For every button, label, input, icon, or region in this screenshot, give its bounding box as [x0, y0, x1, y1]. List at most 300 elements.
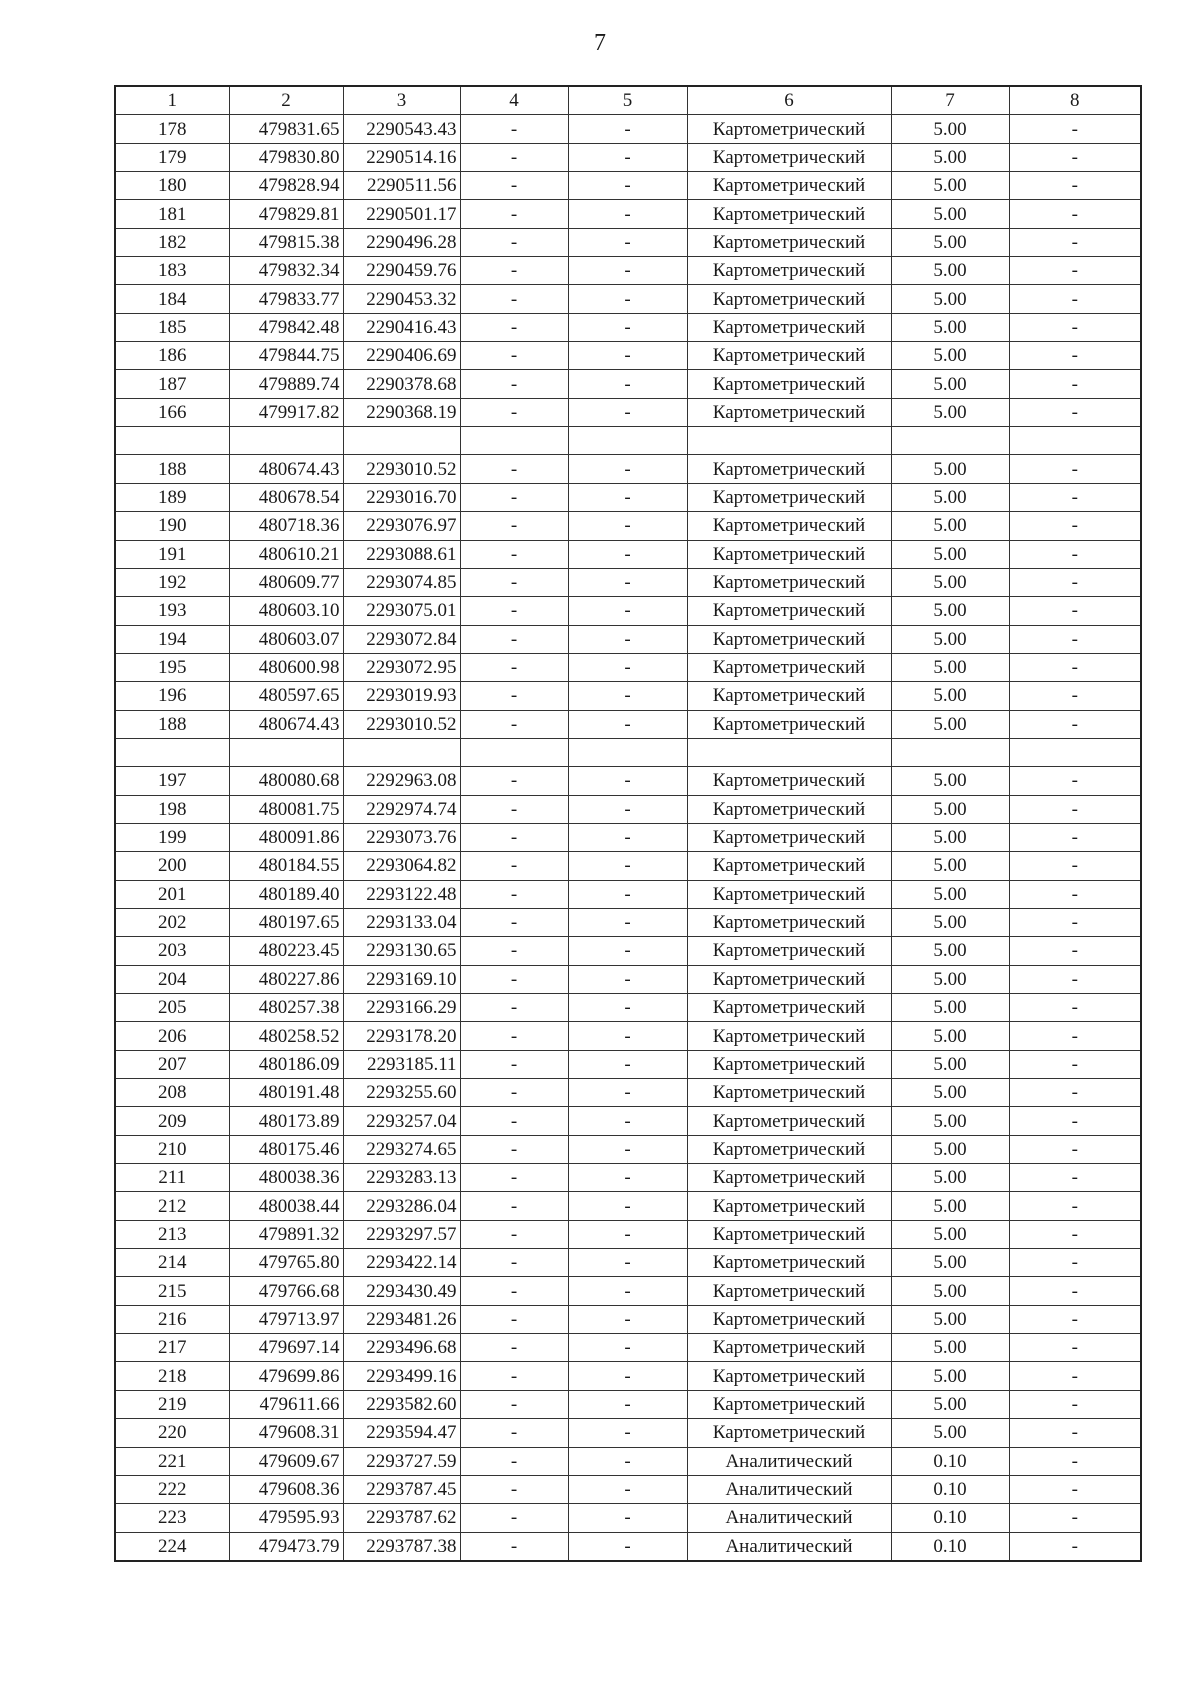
- cell-coord-y: 2293286.04: [343, 1192, 460, 1220]
- cell-col-5: -: [568, 1532, 687, 1561]
- cell-coord-y: 2293169.10: [343, 965, 460, 993]
- cell-col-5: -: [568, 1107, 687, 1135]
- cell-coord-y: 2293422.14: [343, 1249, 460, 1277]
- cell-coord-x: 479842.48: [229, 313, 343, 341]
- cell-coord-x: 479699.86: [229, 1362, 343, 1390]
- cell-coord-y: 2293130.65: [343, 937, 460, 965]
- table-row: [115, 540, 1141, 568]
- cell-col-5: -: [568, 965, 687, 993]
- cell-col-8: -: [1009, 1362, 1141, 1390]
- cell-col-4: -: [460, 143, 568, 171]
- cell-coord-y: 2293499.16: [343, 1362, 460, 1390]
- cell-point-number: 216: [115, 1305, 229, 1333]
- header-cell-3: 3: [343, 86, 460, 115]
- cell-col-8: [1009, 427, 1141, 455]
- cell-method: Картометрический: [687, 1022, 891, 1050]
- cell-method: Картометрический: [687, 1135, 891, 1163]
- cell-accuracy: 5.00: [891, 795, 1009, 823]
- cell-accuracy: 5.00: [891, 625, 1009, 653]
- cell-point-number: 166: [115, 398, 229, 426]
- cell-col-5: -: [568, 200, 687, 228]
- table-row: [115, 1532, 1141, 1561]
- cell-point-number: 217: [115, 1334, 229, 1362]
- cell-accuracy: [891, 738, 1009, 766]
- cell-col-5: -: [568, 710, 687, 738]
- cell-coord-y: 2290416.43: [343, 313, 460, 341]
- cell-accuracy: 5.00: [891, 1164, 1009, 1192]
- cell-point-number: 220: [115, 1419, 229, 1447]
- cell-coord-x: 479815.38: [229, 228, 343, 256]
- cell-col-5: -: [568, 228, 687, 256]
- cell-method: Картометрический: [687, 1390, 891, 1418]
- cell-col-5: -: [568, 143, 687, 171]
- cell-point-number: 223: [115, 1504, 229, 1532]
- header-cell-7: 7: [891, 86, 1009, 115]
- cell-col-8: -: [1009, 1447, 1141, 1475]
- cell-accuracy: 5.00: [891, 540, 1009, 568]
- cell-accuracy: 5.00: [891, 1022, 1009, 1050]
- table-row: [115, 455, 1141, 483]
- table-row: [115, 1079, 1141, 1107]
- table-row: [115, 1277, 1141, 1305]
- cell-method: Картометрический: [687, 1249, 891, 1277]
- cell-accuracy: 5.00: [891, 1079, 1009, 1107]
- cell-method: Картометрический: [687, 937, 891, 965]
- cell-coord-x: 480038.36: [229, 1164, 343, 1192]
- cell-coord-x: 479831.65: [229, 115, 343, 143]
- cell-accuracy: 5.00: [891, 710, 1009, 738]
- cell-col-4: -: [460, 540, 568, 568]
- cell-col-8: -: [1009, 512, 1141, 540]
- cell-col-8: -: [1009, 540, 1141, 568]
- cell-coord-x: 479829.81: [229, 200, 343, 228]
- cell-point-number: 218: [115, 1362, 229, 1390]
- cell-coord-x: 480081.75: [229, 795, 343, 823]
- cell-col-4: -: [460, 852, 568, 880]
- table-row: [115, 1419, 1141, 1447]
- cell-col-8: -: [1009, 1220, 1141, 1248]
- cell-coord-x: 479611.66: [229, 1390, 343, 1418]
- table-row: [115, 1135, 1141, 1163]
- cell-col-8: -: [1009, 1135, 1141, 1163]
- cell-coord-y: 2293072.95: [343, 653, 460, 681]
- cell-col-4: -: [460, 1220, 568, 1248]
- cell-col-5: -: [568, 568, 687, 596]
- cell-point-number: 178: [115, 115, 229, 143]
- cell-accuracy: 5.00: [891, 370, 1009, 398]
- table-row: [115, 1022, 1141, 1050]
- cell-col-5: -: [568, 1504, 687, 1532]
- table-row: [115, 795, 1141, 823]
- table-row: [115, 143, 1141, 171]
- cell-method: Картометрический: [687, 653, 891, 681]
- cell-accuracy: 5.00: [891, 1135, 1009, 1163]
- cell-point-number: 201: [115, 880, 229, 908]
- cell-coord-x: 479697.14: [229, 1334, 343, 1362]
- cell-coord-x: 480227.86: [229, 965, 343, 993]
- cell-method: Картометрический: [687, 1277, 891, 1305]
- cell-method: Картометрический: [687, 1220, 891, 1248]
- cell-col-8: -: [1009, 1079, 1141, 1107]
- cell-point-number: 198: [115, 795, 229, 823]
- cell-col-8: -: [1009, 1022, 1141, 1050]
- cell-col-8: -: [1009, 1192, 1141, 1220]
- cell-point-number: 205: [115, 994, 229, 1022]
- cell-point-number: [115, 427, 229, 455]
- cell-col-4: -: [460, 937, 568, 965]
- cell-coord-x: 480091.86: [229, 823, 343, 851]
- cell-point-number: 189: [115, 483, 229, 511]
- cell-col-5: -: [568, 908, 687, 936]
- cell-coord-x: 480184.55: [229, 852, 343, 880]
- cell-accuracy: 5.00: [891, 1334, 1009, 1362]
- cell-coord-y: 2290514.16: [343, 143, 460, 171]
- cell-col-5: [568, 427, 687, 455]
- cell-point-number: 179: [115, 143, 229, 171]
- cell-method: [687, 738, 891, 766]
- cell-point-number: 193: [115, 597, 229, 625]
- cell-accuracy: 5.00: [891, 512, 1009, 540]
- cell-coord-x: 480223.45: [229, 937, 343, 965]
- cell-coord-x: [229, 427, 343, 455]
- cell-coord-y: 2293787.45: [343, 1475, 460, 1503]
- cell-method: Картометрический: [687, 682, 891, 710]
- header-cell-2: 2: [229, 86, 343, 115]
- cell-point-number: 180: [115, 172, 229, 200]
- cell-col-4: -: [460, 682, 568, 710]
- cell-point-number: 207: [115, 1050, 229, 1078]
- table-row: [115, 1164, 1141, 1192]
- table-row: [115, 597, 1141, 625]
- cell-coord-y: 2293430.49: [343, 1277, 460, 1305]
- cell-point-number: 199: [115, 823, 229, 851]
- cell-col-5: -: [568, 172, 687, 200]
- cell-col-5: -: [568, 937, 687, 965]
- cell-method: Картометрический: [687, 994, 891, 1022]
- cell-coord-y: 2292963.08: [343, 767, 460, 795]
- cell-method: Картометрический: [687, 908, 891, 936]
- cell-coord-y: 2293185.11: [343, 1050, 460, 1078]
- cell-point-number: 192: [115, 568, 229, 596]
- cell-coord-y: 2293072.84: [343, 625, 460, 653]
- cell-point-number: 188: [115, 710, 229, 738]
- header-cell-4: 4: [460, 86, 568, 115]
- cell-point-number: 185: [115, 313, 229, 341]
- cell-col-5: -: [568, 625, 687, 653]
- cell-method: Картометрический: [687, 172, 891, 200]
- cell-coord-y: 2293088.61: [343, 540, 460, 568]
- cell-col-5: -: [568, 115, 687, 143]
- cell-accuracy: 5.00: [891, 1192, 1009, 1220]
- cell-col-5: -: [568, 455, 687, 483]
- cell-coord-x: 480603.07: [229, 625, 343, 653]
- cell-coord-y: 2293255.60: [343, 1079, 460, 1107]
- cell-coord-y: 2293064.82: [343, 852, 460, 880]
- cell-coord-y: 2293481.26: [343, 1305, 460, 1333]
- cell-col-4: -: [460, 1022, 568, 1050]
- table-row: [115, 937, 1141, 965]
- table-row: [115, 710, 1141, 738]
- cell-accuracy: 5.00: [891, 852, 1009, 880]
- cell-coord-y: 2293297.57: [343, 1220, 460, 1248]
- cell-method: Картометрический: [687, 767, 891, 795]
- cell-col-4: -: [460, 313, 568, 341]
- cell-coord-x: 480597.65: [229, 682, 343, 710]
- cell-accuracy: 0.10: [891, 1504, 1009, 1532]
- cell-coord-y: 2293787.38: [343, 1532, 460, 1561]
- cell-coord-y: 2290511.56: [343, 172, 460, 200]
- cell-coord-x: 479889.74: [229, 370, 343, 398]
- cell-col-4: -: [460, 455, 568, 483]
- cell-col-5: -: [568, 823, 687, 851]
- header-row: [115, 86, 1141, 115]
- cell-col-8: -: [1009, 1334, 1141, 1362]
- table-row: [115, 1249, 1141, 1277]
- cell-accuracy: 5.00: [891, 1220, 1009, 1248]
- cell-accuracy: [891, 427, 1009, 455]
- cell-coord-x: 480610.21: [229, 540, 343, 568]
- cell-col-4: -: [460, 1362, 568, 1390]
- cell-coord-y: 2293073.76: [343, 823, 460, 851]
- cell-coord-x: 479830.80: [229, 143, 343, 171]
- cell-point-number: 214: [115, 1249, 229, 1277]
- cell-col-4: -: [460, 965, 568, 993]
- cell-coord-y: 2293019.93: [343, 682, 460, 710]
- cell-col-8: -: [1009, 1305, 1141, 1333]
- cell-point-number: 181: [115, 200, 229, 228]
- cell-accuracy: 0.10: [891, 1532, 1009, 1561]
- cell-method: Картометрический: [687, 200, 891, 228]
- cell-accuracy: 5.00: [891, 257, 1009, 285]
- cell-col-5: -: [568, 880, 687, 908]
- cell-col-8: -: [1009, 625, 1141, 653]
- cell-col-5: -: [568, 370, 687, 398]
- cell-accuracy: 0.10: [891, 1475, 1009, 1503]
- cell-col-8: -: [1009, 908, 1141, 936]
- table-row: [115, 398, 1141, 426]
- cell-col-4: -: [460, 172, 568, 200]
- cell-method: Картометрический: [687, 1419, 891, 1447]
- table-header: [115, 86, 1141, 115]
- cell-accuracy: 5.00: [891, 937, 1009, 965]
- cell-coord-y: 2293727.59: [343, 1447, 460, 1475]
- cell-col-8: -: [1009, 1419, 1141, 1447]
- cell-col-8: -: [1009, 710, 1141, 738]
- cell-point-number: 184: [115, 285, 229, 313]
- cell-point-number: 209: [115, 1107, 229, 1135]
- table-row: [115, 370, 1141, 398]
- cell-accuracy: 5.00: [891, 228, 1009, 256]
- cell-col-8: -: [1009, 1107, 1141, 1135]
- cell-col-5: -: [568, 540, 687, 568]
- cell-col-4: -: [460, 1504, 568, 1532]
- cell-col-5: -: [568, 1220, 687, 1248]
- cell-col-8: -: [1009, 455, 1141, 483]
- cell-coord-y: 2292974.74: [343, 795, 460, 823]
- cell-col-4: -: [460, 767, 568, 795]
- cell-point-number: 203: [115, 937, 229, 965]
- cell-coord-x: 480173.89: [229, 1107, 343, 1135]
- header-cell-1: 1: [115, 86, 229, 115]
- cell-method: Картометрический: [687, 1334, 891, 1362]
- cell-point-number: 213: [115, 1220, 229, 1248]
- cell-coord-y: 2293178.20: [343, 1022, 460, 1050]
- cell-coord-y: 2293274.65: [343, 1135, 460, 1163]
- cell-method: Картометрический: [687, 342, 891, 370]
- table-row: [115, 823, 1141, 851]
- cell-accuracy: 5.00: [891, 398, 1009, 426]
- cell-coord-x: 479828.94: [229, 172, 343, 200]
- cell-method: Картометрический: [687, 1192, 891, 1220]
- cell-accuracy: 5.00: [891, 1305, 1009, 1333]
- table-row: [115, 1390, 1141, 1418]
- cell-coord-y: [343, 427, 460, 455]
- cell-point-number: 221: [115, 1447, 229, 1475]
- cell-coord-x: 480191.48: [229, 1079, 343, 1107]
- cell-col-4: -: [460, 710, 568, 738]
- cell-col-8: -: [1009, 1504, 1141, 1532]
- cell-point-number: 208: [115, 1079, 229, 1107]
- cell-coord-y: 2293496.68: [343, 1334, 460, 1362]
- table-row: [115, 1504, 1141, 1532]
- cell-col-5: -: [568, 1135, 687, 1163]
- cell-col-4: [460, 738, 568, 766]
- cell-point-number: 219: [115, 1390, 229, 1418]
- cell-col-8: -: [1009, 937, 1141, 965]
- cell-col-5: [568, 738, 687, 766]
- cell-point-number: 202: [115, 908, 229, 936]
- cell-col-8: -: [1009, 795, 1141, 823]
- cell-col-8: -: [1009, 1277, 1141, 1305]
- cell-method: Картометрический: [687, 143, 891, 171]
- cell-col-4: -: [460, 908, 568, 936]
- cell-accuracy: 5.00: [891, 1390, 1009, 1418]
- cell-col-4: -: [460, 1305, 568, 1333]
- cell-coord-x: 480197.65: [229, 908, 343, 936]
- cell-col-8: -: [1009, 568, 1141, 596]
- cell-col-8: -: [1009, 342, 1141, 370]
- cell-point-number: [115, 738, 229, 766]
- table-row: [115, 427, 1141, 455]
- cell-col-5: -: [568, 1079, 687, 1107]
- cell-col-5: -: [568, 1362, 687, 1390]
- table-row: [115, 625, 1141, 653]
- table-row: [115, 1220, 1141, 1248]
- cell-method: Картометрический: [687, 597, 891, 625]
- table-row: [115, 994, 1141, 1022]
- cell-col-4: -: [460, 285, 568, 313]
- cell-coord-x: 480674.43: [229, 455, 343, 483]
- cell-point-number: 200: [115, 852, 229, 880]
- cell-col-8: [1009, 738, 1141, 766]
- cell-col-4: -: [460, 795, 568, 823]
- cell-col-5: -: [568, 994, 687, 1022]
- cell-method: Аналитический: [687, 1532, 891, 1561]
- cell-method: Картометрический: [687, 965, 891, 993]
- cell-accuracy: 5.00: [891, 285, 1009, 313]
- cell-col-5: -: [568, 653, 687, 681]
- cell-col-5: -: [568, 512, 687, 540]
- cell-point-number: 191: [115, 540, 229, 568]
- cell-col-5: -: [568, 767, 687, 795]
- cell-accuracy: 5.00: [891, 965, 1009, 993]
- cell-col-4: -: [460, 625, 568, 653]
- header-cell-5: 5: [568, 86, 687, 115]
- cell-accuracy: 5.00: [891, 994, 1009, 1022]
- cell-method: Картометрический: [687, 370, 891, 398]
- cell-point-number: 206: [115, 1022, 229, 1050]
- cell-col-5: -: [568, 1305, 687, 1333]
- cell-coord-x: 480609.77: [229, 568, 343, 596]
- cell-coord-x: 480718.36: [229, 512, 343, 540]
- cell-point-number: 215: [115, 1277, 229, 1305]
- cell-col-8: -: [1009, 200, 1141, 228]
- cell-col-8: -: [1009, 228, 1141, 256]
- cell-col-4: -: [460, 1135, 568, 1163]
- cell-coord-y: 2290459.76: [343, 257, 460, 285]
- cell-col-8: -: [1009, 880, 1141, 908]
- table-row: [115, 115, 1141, 143]
- cell-coord-y: 2293166.29: [343, 994, 460, 1022]
- cell-coord-y: 2290378.68: [343, 370, 460, 398]
- cell-col-4: -: [460, 653, 568, 681]
- cell-col-4: -: [460, 1050, 568, 1078]
- cell-point-number: 222: [115, 1475, 229, 1503]
- cell-coord-x: 480038.44: [229, 1192, 343, 1220]
- cell-method: Картометрический: [687, 710, 891, 738]
- table-row: [115, 1305, 1141, 1333]
- cell-method: Картометрический: [687, 852, 891, 880]
- cell-point-number: 197: [115, 767, 229, 795]
- table-row: [115, 682, 1141, 710]
- cell-coord-y: 2293257.04: [343, 1107, 460, 1135]
- table-row: [115, 568, 1141, 596]
- cell-coord-x: 480678.54: [229, 483, 343, 511]
- cell-accuracy: 5.00: [891, 1419, 1009, 1447]
- header-cell-8: 8: [1009, 86, 1141, 115]
- cell-coord-y: 2290496.28: [343, 228, 460, 256]
- cell-method: Аналитический: [687, 1475, 891, 1503]
- cell-coord-x: 480186.09: [229, 1050, 343, 1078]
- cell-col-4: -: [460, 1419, 568, 1447]
- cell-coord-x: 479917.82: [229, 398, 343, 426]
- cell-accuracy: 5.00: [891, 823, 1009, 851]
- cell-col-5: -: [568, 313, 687, 341]
- cell-coord-x: 479766.68: [229, 1277, 343, 1305]
- cell-point-number: 211: [115, 1164, 229, 1192]
- cell-method: Картометрический: [687, 257, 891, 285]
- cell-col-5: -: [568, 1022, 687, 1050]
- cell-coord-x: 479608.31: [229, 1419, 343, 1447]
- cell-col-5: -: [568, 1050, 687, 1078]
- cell-point-number: 195: [115, 653, 229, 681]
- cell-col-4: -: [460, 1079, 568, 1107]
- cell-accuracy: 5.00: [891, 342, 1009, 370]
- cell-coord-x: 480603.10: [229, 597, 343, 625]
- cell-col-8: -: [1009, 1164, 1141, 1192]
- cell-col-5: -: [568, 257, 687, 285]
- cell-point-number: 204: [115, 965, 229, 993]
- cell-col-5: -: [568, 1249, 687, 1277]
- table-row: [115, 1192, 1141, 1220]
- cell-method: Картометрический: [687, 1079, 891, 1107]
- cell-col-8: -: [1009, 1050, 1141, 1078]
- cell-point-number: 224: [115, 1532, 229, 1561]
- cell-coord-x: 479608.36: [229, 1475, 343, 1503]
- cell-coord-x: [229, 738, 343, 766]
- cell-col-4: -: [460, 115, 568, 143]
- cell-col-4: -: [460, 1277, 568, 1305]
